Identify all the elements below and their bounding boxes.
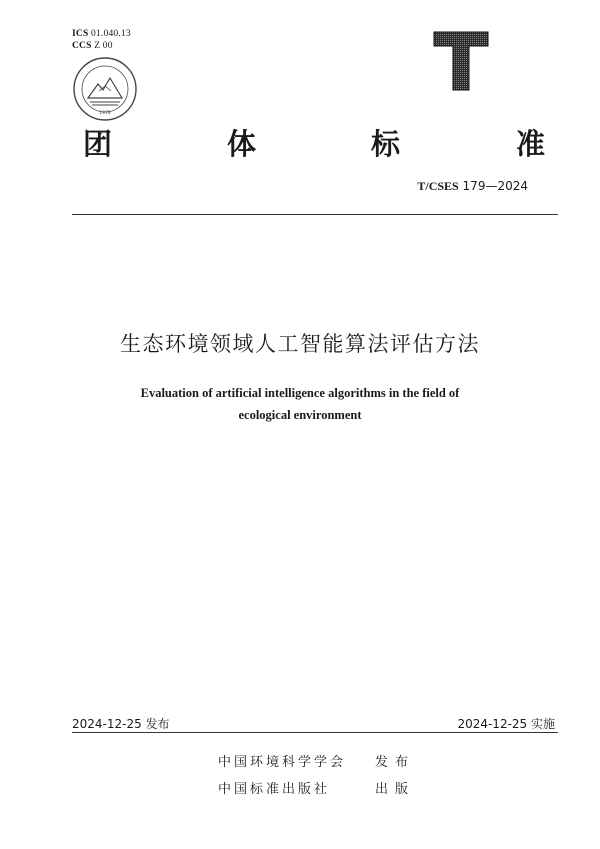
- title-english-line-2: ecological environment: [238, 408, 362, 422]
- issuer-action: 发布: [375, 755, 416, 770]
- implement-date: 2024-12-25 实施: [457, 717, 555, 731]
- category-char-4: 准: [516, 127, 546, 161]
- title-english: [100, 382, 500, 426]
- ics-label: ICS: [72, 29, 89, 39]
- category-char-3: 标: [371, 127, 401, 161]
- publisher-name: 中国标准出版社: [218, 782, 331, 797]
- top-divider: [72, 214, 558, 215]
- publish-date: 2024-12-25 发布: [72, 717, 170, 731]
- standard-prefix: T/CSES: [417, 179, 459, 193]
- ccs-label: CCS: [72, 41, 92, 51]
- ics-code: [72, 29, 131, 39]
- ics-value: 01.040.13: [91, 29, 131, 39]
- standard-number: [417, 179, 528, 194]
- bottom-divider: [72, 732, 558, 733]
- standard-code: 179—2024: [462, 179, 528, 193]
- title-chinese: 生态环境领域人工智能算法评估方法: [120, 332, 480, 356]
- issuer-name: 中国环境科学学会: [218, 755, 347, 770]
- society-seal-icon: [72, 56, 138, 122]
- category-char-1: 团: [83, 127, 113, 161]
- category-char-2: 体: [227, 127, 257, 161]
- ccs-code: [72, 41, 113, 51]
- ccs-value: Z 00: [94, 41, 113, 51]
- publisher-action: 出版: [375, 782, 416, 797]
- seal-year: 1978: [99, 111, 111, 116]
- title-english-line-1: Evaluation of artificial intelligence algorithms in the field of: [140, 386, 460, 400]
- standard-type-letter: [432, 30, 490, 92]
